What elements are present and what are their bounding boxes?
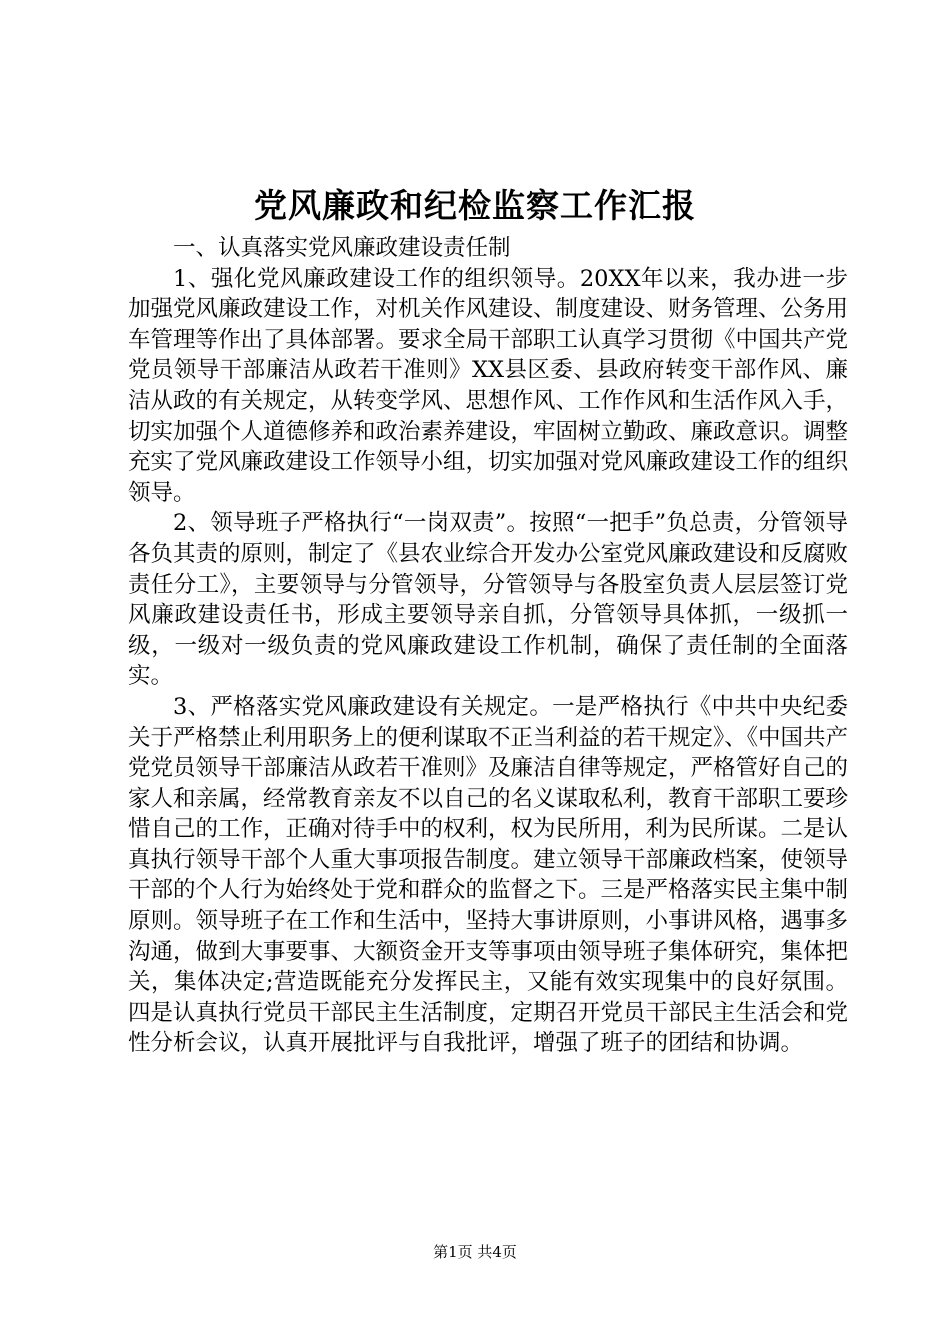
document-body bbox=[128, 233, 848, 1059]
section-heading: 一、认真落实党风廉政建设责任制 bbox=[173, 235, 511, 261]
page-footer: 第1页 共4页 bbox=[433, 1243, 517, 1261]
paragraph-2: 2、领导班子严格执行“一岗双责”。按照“一把手”负总责，分管领导各负其责的原则，制定了《县农业综合开发办公室党风廉政建设和反腐败责任分工》，主要领导与分管领导，分管领导与各股室负责人层层签订党风廉政建设责任书，形成主要领导亲自抓，分管领导具体抓，一级抓一级，一级对一级负责的党风廉政建设工作机制，确保了责任制的全面落实。 bbox=[128, 510, 849, 690]
paragraph-3: 3、严格落实党风廉政建设有关规定。一是严格执行《中共中央纪委关于严格禁止利用职务上的便利谋取不正当利益的若干规定》、《中国共产党党员领导干部廉洁从政若干准则》及廉洁自律等规定，严格管好自己的家人和亲属，经常教育亲友不以自己的名义谋取私利，教育干部职工要珍惜自己的工作，正确对待手中的权利，权为民所用，利为民所谋。二是认真执行领导干部个人重大事项报告制度。建立领导干部廉政档案，使领导干部的个人行为始终处于党和群众的监督之下。三是严格落实民主集中制原则。领导班子在工作和生活中，坚持大事讲原则，小事讲风格，遇事多沟通，做到大事要事、大额资金开支等事项由领导班子集体研究，集体把关，集体决定;营造既能充分发挥民主，又能有效实现集中的良好氛围。四是认真执行党员干部民主生活制度，定期召开党员干部民主生活会和党性分析会议，认真开展批评与自我批评，增强了班子的团结和协调。 bbox=[128, 693, 849, 1057]
paragraph-1: 1、强化党风廉政建设工作的组织领导。20XX年以来，我办进一步加强党风廉政建设工作，对机关作风建设、制度建设、财务管理、公务用车管理等作出了具体部署。要求全局干部职工认真学习贯彻《中国共产党党员领导干部廉洁从政若干准则》XX县区委、县政府转变干部作风、廉洁从政的有关规定，从转变学风、思想作风、工作作风和生活作风入手，切实加强个人道德修养和政治素养建设，牢固树立勤政、廉政意识。调整充实了党风廉政建设工作领导小组，切实加强对党风廉政建设工作的组织领导。 bbox=[128, 265, 849, 506]
document-title: 党风廉政和纪检监察工作汇报 bbox=[254, 186, 696, 225]
